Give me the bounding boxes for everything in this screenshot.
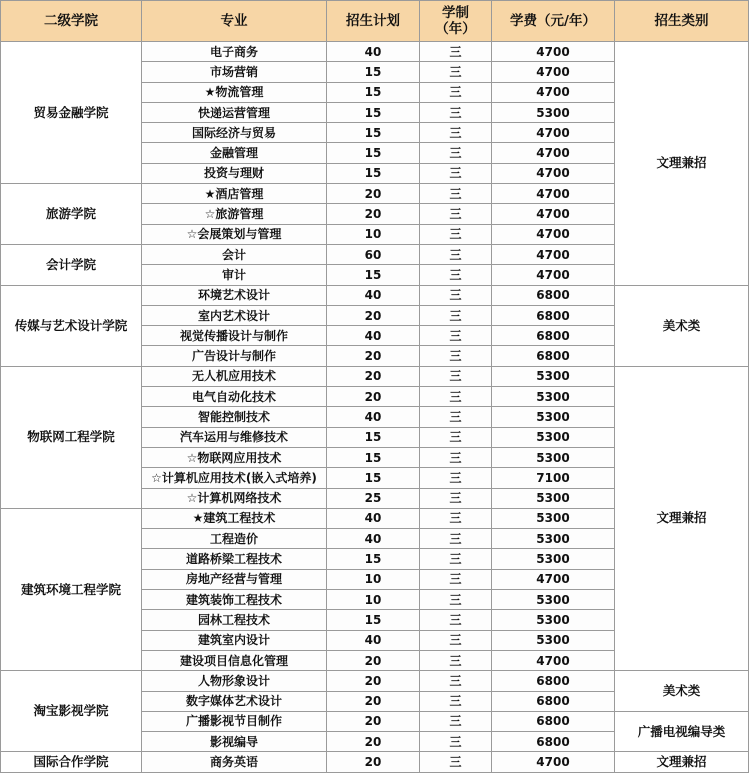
major-cell: 园林工程技术 xyxy=(142,610,327,630)
table-row xyxy=(1,285,749,305)
major-cell: 广播影视节目制作 xyxy=(142,711,327,731)
college-cell: 旅游学院 xyxy=(1,184,142,245)
years-cell: 三 xyxy=(420,366,492,386)
college-cell: 淘宝影视学院 xyxy=(1,671,142,752)
major-cell: 环境艺术设计 xyxy=(142,285,327,305)
plan-cell: 20 xyxy=(327,366,420,386)
major-cell: 建筑装饰工程技术 xyxy=(142,590,327,610)
table-row xyxy=(1,42,749,62)
fee-cell: 5300 xyxy=(492,590,615,610)
years-cell: 三 xyxy=(420,184,492,204)
major-cell: 商务英语 xyxy=(142,752,327,772)
plan-cell: 20 xyxy=(327,691,420,711)
fee-cell: 6800 xyxy=(492,285,615,305)
plan-cell: 20 xyxy=(327,346,420,366)
years-cell: 三 xyxy=(420,569,492,589)
years-cell: 三 xyxy=(420,732,492,752)
plan-cell: 20 xyxy=(327,752,420,772)
major-cell: ☆计算机网络技术 xyxy=(142,488,327,508)
years-cell: 三 xyxy=(420,529,492,549)
plan-cell: 15 xyxy=(327,143,420,163)
fee-cell: 6800 xyxy=(492,711,615,731)
years-cell: 三 xyxy=(420,143,492,163)
header-category: 招生类别 xyxy=(615,1,749,42)
plan-cell: 15 xyxy=(327,62,420,82)
major-cell: 建设项目信息化管理 xyxy=(142,650,327,670)
years-cell: 三 xyxy=(420,42,492,62)
fee-cell: 5300 xyxy=(492,447,615,467)
college-cell: 国际合作学院 xyxy=(1,752,142,772)
plan-cell: 10 xyxy=(327,590,420,610)
plan-cell: 25 xyxy=(327,488,420,508)
fee-cell: 5300 xyxy=(492,387,615,407)
major-cell: 国际经济与贸易 xyxy=(142,123,327,143)
fee-cell: 4700 xyxy=(492,650,615,670)
years-cell: 三 xyxy=(420,508,492,528)
plan-cell: 20 xyxy=(327,387,420,407)
major-cell: 广告设计与制作 xyxy=(142,346,327,366)
major-cell: 工程造价 xyxy=(142,529,327,549)
major-cell: 视觉传播设计与制作 xyxy=(142,326,327,346)
header-plan: 招生计划 xyxy=(327,1,420,42)
fee-cell: 4700 xyxy=(492,184,615,204)
years-cell: 三 xyxy=(420,549,492,569)
years-cell: 三 xyxy=(420,427,492,447)
plan-cell: 10 xyxy=(327,569,420,589)
major-cell: 房地产经营与管理 xyxy=(142,569,327,589)
major-cell: 电子商务 xyxy=(142,42,327,62)
major-cell: 智能控制技术 xyxy=(142,407,327,427)
category-cell: 美术类 xyxy=(615,285,749,366)
fee-cell: 5300 xyxy=(492,630,615,650)
major-cell: 会计 xyxy=(142,244,327,264)
fee-cell: 4700 xyxy=(492,569,615,589)
header-fee: 学费（元/年） xyxy=(492,1,615,42)
college-cell: 建筑环境工程学院 xyxy=(1,508,142,670)
header-duration xyxy=(420,1,492,42)
fee-cell: 6800 xyxy=(492,326,615,346)
years-cell: 三 xyxy=(420,691,492,711)
plan-cell: 20 xyxy=(327,204,420,224)
major-cell: 无人机应用技术 xyxy=(142,366,327,386)
years-cell: 三 xyxy=(420,244,492,264)
fee-cell: 5300 xyxy=(492,488,615,508)
plan-cell: 20 xyxy=(327,184,420,204)
years-cell: 三 xyxy=(420,468,492,488)
major-cell: 数字媒体艺术设计 xyxy=(142,691,327,711)
category-cell: 广播电视编导类 xyxy=(615,711,749,752)
years-cell: 三 xyxy=(420,224,492,244)
years-cell: 三 xyxy=(420,671,492,691)
major-cell: ☆物联网应用技术 xyxy=(142,447,327,467)
fee-cell: 6800 xyxy=(492,305,615,325)
college-cell: 会计学院 xyxy=(1,244,142,285)
years-cell: 三 xyxy=(420,62,492,82)
years-cell: 三 xyxy=(420,82,492,102)
major-cell: 道路桥梁工程技术 xyxy=(142,549,327,569)
years-cell: 三 xyxy=(420,610,492,630)
plan-cell: 20 xyxy=(327,711,420,731)
years-cell: 三 xyxy=(420,285,492,305)
fee-cell: 4700 xyxy=(492,204,615,224)
category-cell: 文理兼招 xyxy=(615,366,749,670)
major-cell: 汽车运用与维修技术 xyxy=(142,427,327,447)
fee-cell: 4700 xyxy=(492,265,615,285)
fee-cell: 5300 xyxy=(492,529,615,549)
years-cell: 三 xyxy=(420,650,492,670)
years-cell: 三 xyxy=(420,265,492,285)
plan-cell: 40 xyxy=(327,529,420,549)
fee-cell: 5300 xyxy=(492,508,615,528)
plan-cell: 15 xyxy=(327,610,420,630)
plan-cell: 20 xyxy=(327,671,420,691)
plan-cell: 20 xyxy=(327,305,420,325)
years-cell: 三 xyxy=(420,590,492,610)
fee-cell: 7100 xyxy=(492,468,615,488)
plan-cell: 40 xyxy=(327,508,420,528)
table-row xyxy=(1,752,749,772)
plan-cell: 40 xyxy=(327,326,420,346)
fee-cell: 4700 xyxy=(492,62,615,82)
category-cell: 美术类 xyxy=(615,671,749,712)
plan-cell: 15 xyxy=(327,123,420,143)
fee-cell: 4700 xyxy=(492,82,615,102)
years-cell: 三 xyxy=(420,163,492,183)
major-cell: 电气自动化技术 xyxy=(142,387,327,407)
major-cell: 人物形象设计 xyxy=(142,671,327,691)
fee-cell: 6800 xyxy=(492,346,615,366)
header-college: 二级学院 xyxy=(1,1,142,42)
years-cell: 三 xyxy=(420,387,492,407)
plan-cell: 40 xyxy=(327,42,420,62)
fee-cell: 5300 xyxy=(492,427,615,447)
plan-cell: 15 xyxy=(327,549,420,569)
plan-cell: 15 xyxy=(327,427,420,447)
major-cell: ★物流管理 xyxy=(142,82,327,102)
years-cell: 三 xyxy=(420,326,492,346)
plan-cell: 15 xyxy=(327,82,420,102)
plan-cell: 15 xyxy=(327,102,420,122)
major-cell: 投资与理财 xyxy=(142,163,327,183)
plan-cell: 40 xyxy=(327,407,420,427)
header-major: 专业 xyxy=(142,1,327,42)
college-cell: 贸易金融学院 xyxy=(1,42,142,184)
plan-cell: 10 xyxy=(327,224,420,244)
plan-cell: 20 xyxy=(327,732,420,752)
years-cell: 三 xyxy=(420,407,492,427)
years-cell: 三 xyxy=(420,711,492,731)
fee-cell: 4700 xyxy=(492,143,615,163)
major-cell: 金融管理 xyxy=(142,143,327,163)
plan-cell: 15 xyxy=(327,468,420,488)
fee-cell: 4700 xyxy=(492,224,615,244)
fee-cell: 4700 xyxy=(492,244,615,264)
major-cell: 建筑室内设计 xyxy=(142,630,327,650)
plan-cell: 20 xyxy=(327,650,420,670)
plan-cell: 60 xyxy=(327,244,420,264)
plan-cell: 40 xyxy=(327,285,420,305)
category-cell: 文理兼招 xyxy=(615,752,749,772)
years-cell: 三 xyxy=(420,123,492,143)
fee-cell: 6800 xyxy=(492,691,615,711)
years-cell: 三 xyxy=(420,346,492,366)
years-cell: 三 xyxy=(420,488,492,508)
college-cell: 物联网工程学院 xyxy=(1,366,142,508)
plan-cell: 15 xyxy=(327,447,420,467)
fee-cell: 5300 xyxy=(492,407,615,427)
fee-cell: 4700 xyxy=(492,752,615,772)
fee-cell: 5300 xyxy=(492,102,615,122)
table-row xyxy=(1,366,749,386)
fee-cell: 4700 xyxy=(492,163,615,183)
category-cell: 文理兼招 xyxy=(615,42,749,286)
major-cell: 审计 xyxy=(142,265,327,285)
years-cell: 三 xyxy=(420,752,492,772)
fee-cell: 6800 xyxy=(492,671,615,691)
major-cell: 室内艺术设计 xyxy=(142,305,327,325)
fee-cell: 4700 xyxy=(492,42,615,62)
fee-cell: 5300 xyxy=(492,610,615,630)
major-cell: ☆计算机应用技术(嵌入式培养) xyxy=(142,468,327,488)
plan-cell: 15 xyxy=(327,265,420,285)
header-row xyxy=(1,1,749,42)
major-cell: ★建筑工程技术 xyxy=(142,508,327,528)
major-cell: 影视编导 xyxy=(142,732,327,752)
fee-cell: 5300 xyxy=(492,549,615,569)
fee-cell: 6800 xyxy=(492,732,615,752)
years-cell: 三 xyxy=(420,204,492,224)
major-cell: ★酒店管理 xyxy=(142,184,327,204)
years-cell: 三 xyxy=(420,102,492,122)
major-cell: ☆会展策划与管理 xyxy=(142,224,327,244)
fee-cell: 5300 xyxy=(492,366,615,386)
years-cell: 三 xyxy=(420,305,492,325)
years-cell: 三 xyxy=(420,447,492,467)
plan-cell: 40 xyxy=(327,630,420,650)
major-cell: 市场营销 xyxy=(142,62,327,82)
fee-cell: 4700 xyxy=(492,123,615,143)
major-cell: ☆旅游管理 xyxy=(142,204,327,224)
table-row xyxy=(1,671,749,691)
header-duration-line2: （年） xyxy=(435,21,476,37)
plan-cell: 15 xyxy=(327,163,420,183)
header-duration-line1: 学制 xyxy=(442,5,469,21)
years-cell: 三 xyxy=(420,630,492,650)
college-cell: 传媒与艺术设计学院 xyxy=(1,285,142,366)
major-cell: 快递运营管理 xyxy=(142,102,327,122)
